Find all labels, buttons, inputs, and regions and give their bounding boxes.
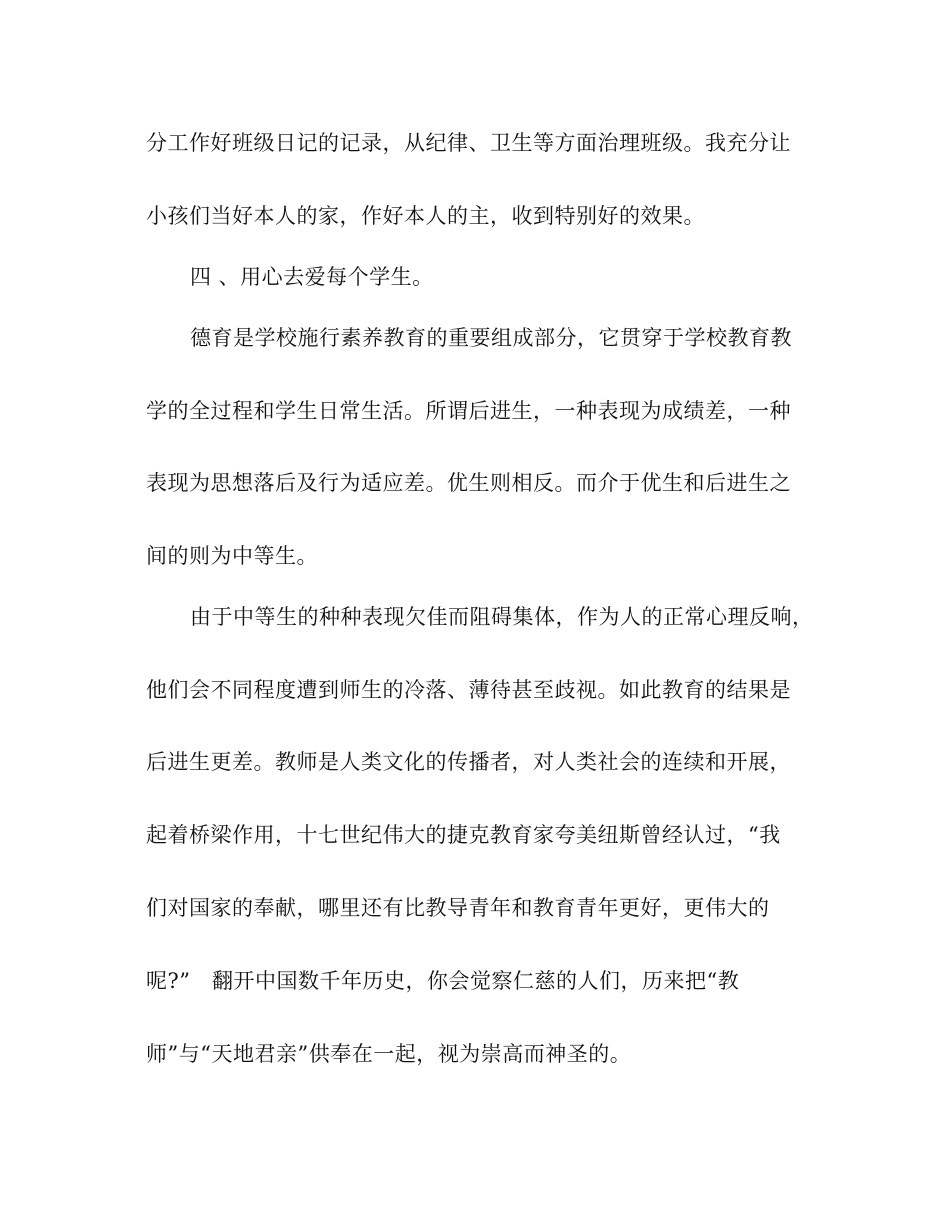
- text-line-14: 师”与“天地君亲”供奉在一起，视为崇高而神圣的。: [146, 1042, 632, 1066]
- text-line-7: 间的则为中等生。: [146, 544, 318, 568]
- text-line-2: 小孩们当好本人的家，作好本人的主，收到特别好的效果。: [146, 204, 705, 228]
- text-line-11: 起着桥梁作用，十七世纪伟大的捷克教育家夸美纽斯曾经认过，“我: [146, 823, 781, 847]
- text-line-12: 们对国家的奉献，哪里还有比教导青年和教育青年更好，更伟大的: [146, 896, 770, 920]
- text-line-8: 由于中等生的种种表现欠佳而阻碍集体，作为人的正常心理反响，: [190, 605, 814, 629]
- text-line-13: 呢?” 翻开中国数千年历史，你会觉察仁慈的人们，历来把“教: [146, 969, 740, 993]
- text-line-5: 学的全过程和学生日常生活。所谓后进生，一种表现为成绩差，一种: [146, 399, 791, 423]
- text-line-6: 表现为思想落后及行为适应差。优生则相反。而介于优生和后进生之: [146, 471, 791, 495]
- section-heading: 四 、用心去爱每个学生。: [190, 265, 434, 289]
- text-line-1: 分工作好班级日记的记录，从纪律、卫生等方面治理班级。我充分让: [146, 131, 791, 155]
- text-line-10: 后进生更差。教师是人类文化的传播者，对人类社会的连续和开展，: [146, 750, 791, 774]
- text-line-9: 他们会不同程度遭到师生的冷落、薄待甚至歧视。如此教育的结果是: [146, 678, 791, 702]
- text-line-4: 德育是学校施行素养教育的重要组成部分，它贯穿于学校教育教: [190, 326, 792, 350]
